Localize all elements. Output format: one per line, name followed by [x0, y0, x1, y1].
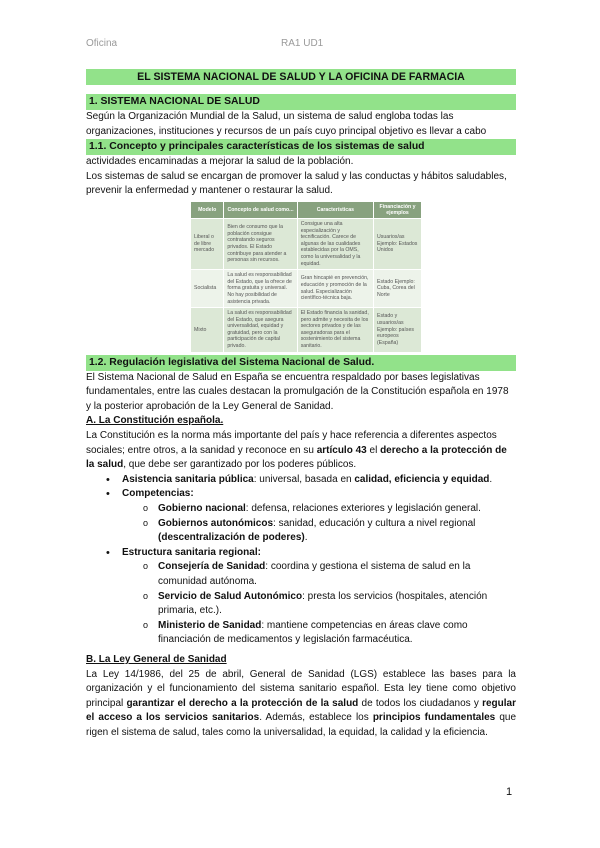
lgs-text: La Ley 14/1986, del 25 de abril, General de Sanidad (LGS) establece las bases para la organización y el funcionamiento del sistema sanitario español. Esta ley tiene como objetivo principal garantizar el derecho a la protección de la salud de todos los ciudadanos y regular el acceso a los servicios sanitarios. Además, establece los principios fundamentales que rigen el sistema de salud, tales como la universalidad, la equidad, la calidad y la eficiencia. [86, 668, 517, 738]
page-number: 1 [506, 786, 513, 798]
document-body [86, 69, 516, 741]
section-1-heading: 1. SISTEMA NACIONAL DE SALUD [86, 94, 516, 110]
table-cell: Estado y usuarios/as Ejemplo: países europeos (España) [374, 308, 422, 353]
list-item: • Competencias: [86, 487, 516, 502]
list-item: o Consejería de Sanidad: coordina y gestiona el sistema de salud en la comunidad autónoma. [86, 560, 516, 589]
table-cell: Consigue una alta especialización y tecnificación. Carece de algunas de las cualidades establecidas por la OMS, como la universalidad y la equidad. [297, 218, 373, 269]
list-item: • Asistencia sanitaria pública: universal, basada en calidad, eficiencia y equidad. [86, 473, 516, 488]
list-item: • Estructura sanitaria regional: [86, 546, 516, 561]
list-item: o Gobiernos autonómicos: sanidad, educación y cultura a nivel regional (descentralización de poderes). [86, 517, 516, 546]
table-header: Características [297, 201, 373, 218]
subsection-b-heading: B. La Ley General de Sanidad [86, 653, 227, 665]
table-cell: Usuarios/as Ejemplo: Estados Unidos [374, 218, 422, 269]
header-left: Oficina [86, 38, 118, 49]
table-cell: Mixto [191, 308, 224, 353]
constitution-text: La Constitución es la norma más importante del país y hace referencia a diferentes aspectos sociales; entre otros, a la sanidad y reconoce en su artículo 43 el derecho a la protección de la salud, que debe ser garantizado por los poderes públicos. [86, 430, 507, 471]
table-cell: Socialista [191, 270, 224, 308]
table-cell: Estado Ejemplo: Cuba, Corea del Norte [374, 270, 422, 308]
table-header: Modelo [191, 201, 224, 218]
table-cell: Liberal o de libre mercado [191, 218, 224, 269]
list-item: o Servicio de Salud Autonómico: presta los servicios (hospitales, atención primaria, etc.). [86, 590, 516, 619]
health-models-table [190, 201, 422, 353]
section-1-2-heading: 1.2. Regulación legislativa del Sistema Nacional de Salud. [86, 355, 516, 371]
section-1-1-heading: 1.1. Concepto y principales características de los sistemas de salud [86, 139, 516, 155]
list-item: o Ministerio de Sanidad: mantiene competencias en áreas clave como financiación de medicamentos y legislación farmacéutica. [86, 619, 516, 648]
table-cell: Bien de consumo que la población consigue contratando seguros privados. El Estado contribuye para atender a personas sin recursos. [224, 218, 297, 269]
document-title: EL SISTEMA NACIONAL DE SALUD Y LA OFICINA DE FARMACIA [86, 69, 516, 85]
section-1-1-text-1: actividades encaminadas a mejorar la salud de la población. [86, 156, 354, 168]
header-center: RA1 UD1 [281, 38, 324, 49]
table-row [191, 218, 422, 269]
table-header: Financiación y ejemplos [374, 201, 422, 218]
table-header-row [191, 201, 422, 218]
table-cell: La salud es responsabilidad del Estado, que la ofrece de forma gratuita y universal. No hay posibilidad de asistencia privada. [224, 270, 297, 308]
table-cell: El Estado financia la sanidad, pero admite y necesita de los sectores privados y de las aseguradoras para el sostenimiento del sistema sanitario. [297, 308, 373, 353]
table-header: Concepto de salud como... [224, 201, 297, 218]
section-1-text-a: Según la Organización Mundial de la Salud, un sistema de salud engloba todas las [86, 111, 454, 122]
section-1-text-b: organizaciones, instituciones y recursos de un país cuyo principal objetivo es llevar a cabo [86, 125, 487, 137]
table-row [191, 308, 422, 353]
list-item: o Gobierno nacional: defensa, relaciones exteriores y legislación general. [86, 502, 516, 517]
subsection-a-heading: A. La Constitución española. [86, 415, 224, 427]
section-1-1-text-2: Los sistemas de salud se encargan de promover la salud y las conductas y hábitos saludables, prevenir la enfermedad y mantener o restaurar la salud. [86, 170, 507, 197]
table-row [191, 270, 422, 308]
constitution-list [86, 473, 516, 648]
table-cell: La salud es responsabilidad del Estado, que asegura universalidad, equidad y gratuidad, pero con la participación de capital privado. [224, 308, 297, 353]
table-cell: Gran hincapié en prevención, educación y promoción de la salud. Especialización científico-técnica baja. [297, 270, 373, 308]
section-1-2-text: El Sistema Nacional de Salud en España se encuentra respaldado por bases legislativas fundamentales, entre las cuales destacan la promulgación de la Constitución española en 1978 y la posterior aprobación de la Ley General de Sanidad. [86, 371, 509, 412]
